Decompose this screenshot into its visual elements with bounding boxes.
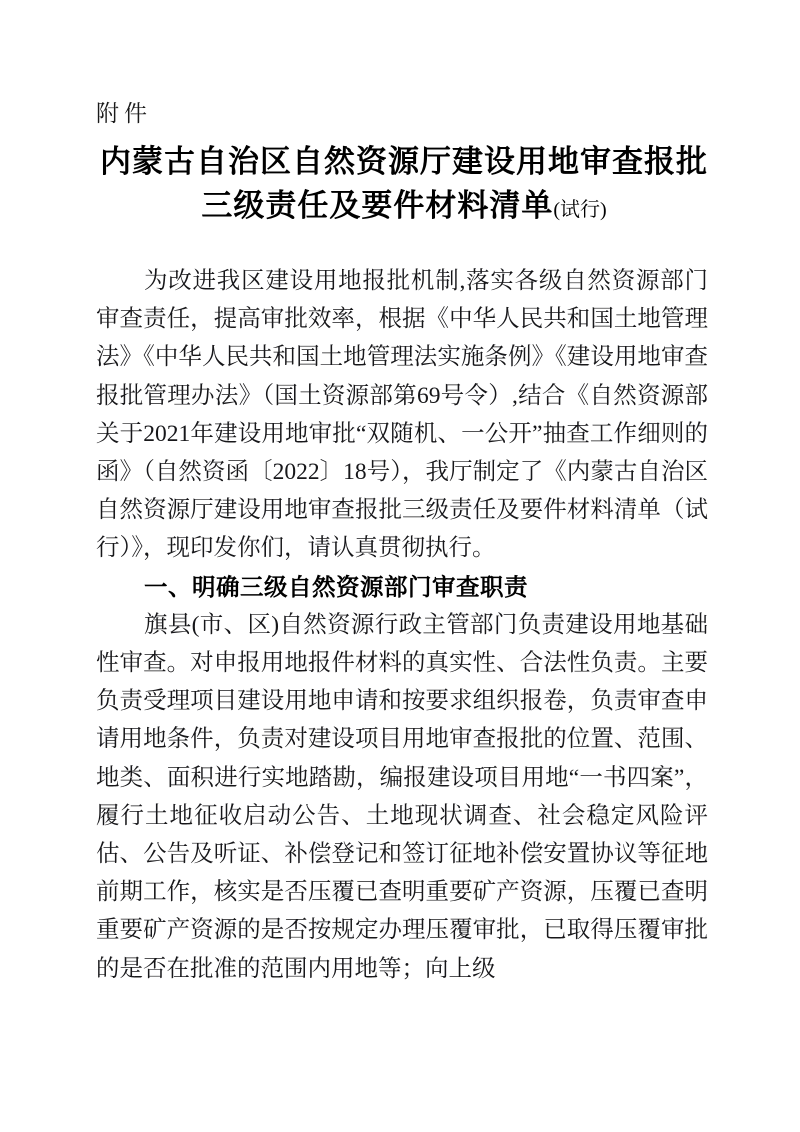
page-title [96, 140, 712, 232]
section-heading-1: 一、明确三级自然资源部门审查职责 [144, 573, 528, 600]
attachment-label: 附件 [96, 101, 152, 126]
page-title-main: 内蒙古自治区自然资源厅建设用地审查报批三级责任及要件材料清单 [100, 144, 708, 223]
paragraph-intro: 为改进我区建设用地报批机制,落实各级自然资源部门审查责任，提高审批效率，根据《中华人民共和国土地管理法》《中华人民共和国土地管理法实施条例》《建设用地审查报批管理办法》（国土资源部第69号令）,结合《自然资源部关于2021年建设用地审批“双随机、一公开”抽查工作细则的函》（自然资函〔2022〕18号），我厅制定了《内蒙古自治区自然资源厅建设用地审查报批三级责任及要件材料清单（试行）》，现印发你们，请认真贯彻执行。 [96, 268, 708, 562]
paragraph-section-1-body: 旗县(市、区)自然资源行政主管部门负责建设用地基础性审查。对申报用地报件材料的真实性、合法性负责。主要负责受理项目建设用地申请和按要求组织报卷，负责审查申请用地条件，负责对建设项目用地审查报批的位置、范围、地类、面积进行实地踏勘，编报建设项目用地“一书四案”，履行土地征收启动公告、土地现状调查、社会稳定风险评估、公告及听证、补偿登记和签订征地补偿安置协议等征地前期工作，核实是否压覆已查明重要矿产资源，压覆已查明重要矿产资源的是否按规定办理压覆审批，已取得压覆审批的是否在批准的范围内用地等；向上级 [96, 611, 708, 982]
document-body [96, 262, 708, 988]
page-title-suffix: (试行) [553, 199, 607, 221]
